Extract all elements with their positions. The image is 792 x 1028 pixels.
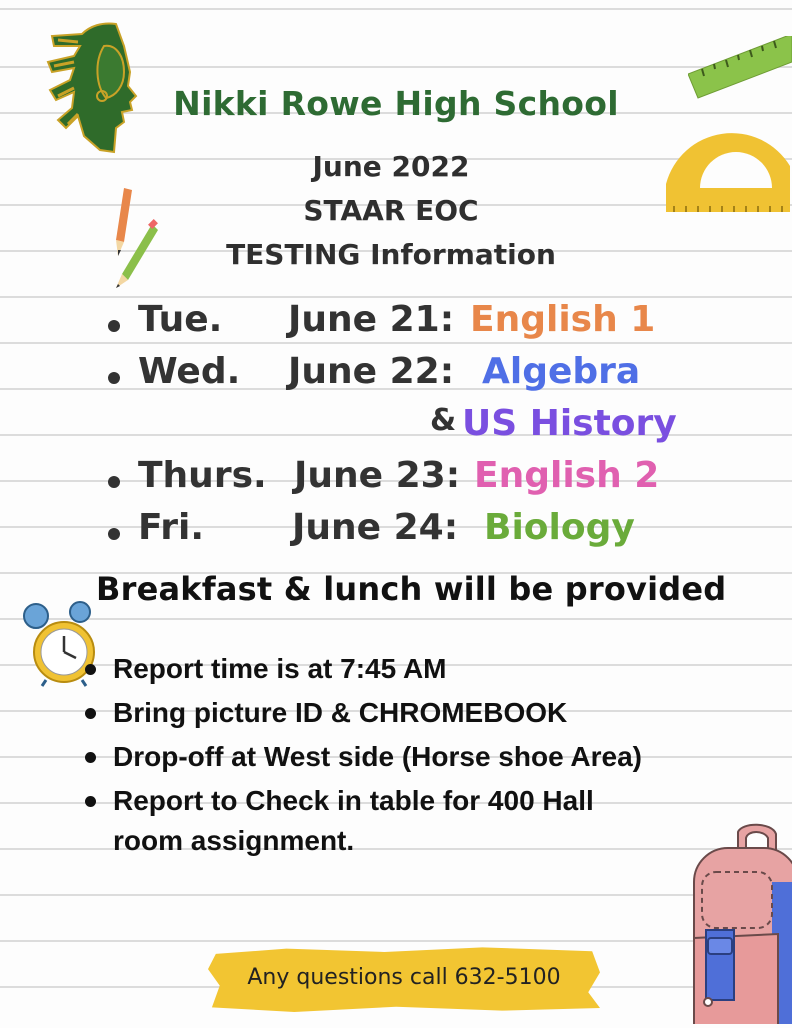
- header-exam: STAAR EOC: [303, 194, 479, 227]
- schedule-ampersand: &: [430, 403, 457, 438]
- schedule-bullet: [108, 528, 120, 540]
- info-bullet: [85, 796, 96, 807]
- contact-text: Any questions call 632-5100: [247, 965, 561, 990]
- header-testing-info: TESTING Information: [226, 238, 556, 271]
- schedule-bullet: [108, 476, 120, 488]
- header-date: June 2022: [312, 150, 470, 183]
- info-item-continued: room assignment.: [113, 825, 355, 856]
- info-bullet: [85, 752, 96, 763]
- schedule-date: June 24:: [292, 507, 459, 548]
- schedule-subject: English 1: [470, 299, 656, 340]
- schedule-date: June 21:: [288, 299, 455, 340]
- info-item: Report time is at 7:45 AM: [113, 653, 447, 684]
- schedule-day: Thurs.: [138, 455, 267, 496]
- info-item: Drop-off at West side (Horse shoe Area): [113, 741, 642, 772]
- breakfast-notice: Breakfast & lunch will be provided: [96, 570, 727, 608]
- info-bullet: [85, 664, 96, 675]
- backpack-icon: [668, 822, 792, 1024]
- info-item: Report to Check in table for 400 Hall: [113, 785, 594, 816]
- schedule-subject: English 2: [474, 455, 660, 496]
- school-name: Nikki Rowe High School: [173, 84, 619, 123]
- schedule-bullet: [108, 372, 120, 384]
- schedule-subject: Biology: [484, 507, 635, 548]
- schedule-date: June 22:: [288, 351, 455, 392]
- schedule-date: June 23:: [294, 455, 461, 496]
- schedule-day: Fri.: [138, 507, 205, 548]
- schedule-day: Wed.: [138, 351, 241, 392]
- info-item: Bring picture ID & CHROMEBOOK: [113, 697, 568, 728]
- schedule-bullet: [108, 320, 120, 332]
- info-bullet: [85, 708, 96, 719]
- schedule-subject: Algebra: [482, 351, 641, 392]
- schedule-subject: US History: [462, 403, 677, 444]
- schedule-day: Tue.: [138, 299, 223, 340]
